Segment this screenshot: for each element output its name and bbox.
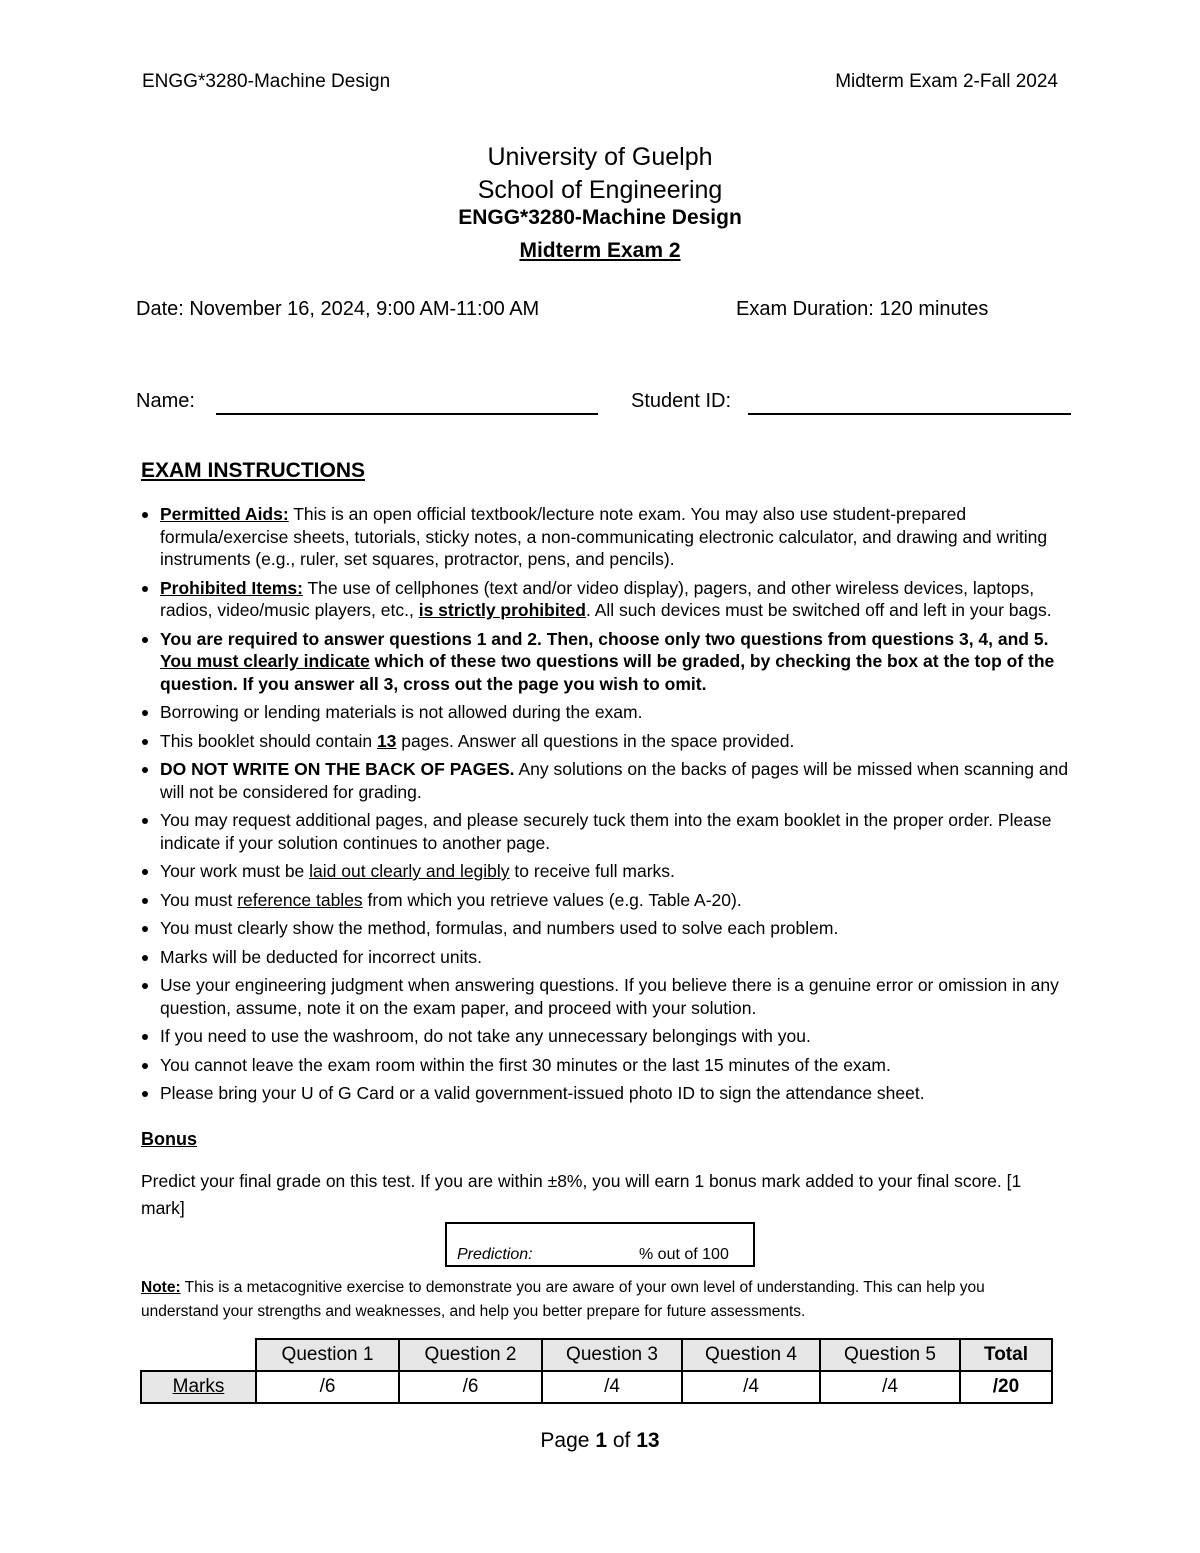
header-question-3: Question 3 [542, 1339, 682, 1371]
prohibited-label: Prohibited Items: [160, 577, 303, 598]
list-item [140, 628, 1070, 696]
list-item [140, 917, 1070, 940]
header-total: Total [960, 1339, 1052, 1371]
page-footer [0, 1429, 1200, 1453]
id-card-text: Please bring your U of G Card or a valid government-issued photo ID to sign the attendance sheet. [160, 1083, 925, 1103]
student-id-field[interactable] [748, 413, 1071, 415]
university-title: University of Guelph [487, 143, 713, 171]
marks-question-1: /6 [256, 1371, 399, 1403]
permitted-label: Permitted Aids: [160, 504, 289, 524]
header-exam: Midterm Exam 2-Fall 2024 [835, 71, 1058, 92]
marks-table [140, 1338, 1053, 1404]
name-label: Name: [136, 390, 195, 412]
list-item [140, 577, 1070, 622]
table-header-row [141, 1339, 1052, 1371]
bonus-text: Predict your final grade on this test. If you are within ±8%, you will earn 1 bonus mark added to your final score. [1 mark] [141, 1171, 1022, 1218]
washroom-text: If you need to use the washroom, do not take any unnecessary belongings with you. [160, 1026, 811, 1046]
prohibited-text: The use of cellphones (text and/or video display), pagers, and other wireless devices, laptops, radios, video/music players, etc., [160, 577, 1035, 620]
required-emphasis: You must clearly indicate [160, 651, 370, 671]
footer-page-number: 1 [595, 1429, 607, 1452]
footer-page-total: 13 [636, 1429, 660, 1452]
header-question-2: Question 2 [399, 1339, 542, 1371]
prohibited-emphasis: is strictly prohibited [418, 600, 586, 620]
marks-total: /20 [960, 1371, 1052, 1403]
list-item [140, 809, 1070, 854]
note-text: This is a metacognitive exercise to demonstrate you are aware of your own level of understanding. This can help you understand your strengths and weaknesses, and help you better prepare for future assessments. [141, 1279, 985, 1320]
list-item [140, 946, 1070, 969]
list-item [140, 701, 1070, 724]
prediction-unit: % out of 100 [639, 1246, 729, 1263]
prohibited-text-end: . All such devices must be switched off and left in your bags. [585, 600, 1052, 620]
units-text: Marks will be deducted for incorrect units. [160, 946, 482, 967]
instructions-list [140, 503, 1070, 1111]
bonus-heading: Bonus [141, 1129, 197, 1149]
list-item [140, 758, 1070, 803]
exam-date: Date: November 16, 2024, 9:00 AM-11:00 AM [136, 298, 540, 320]
booklet-pages: 13 [376, 730, 397, 751]
leave-text: You cannot leave the exam room within the first 30 minutes or the last 15 minutes of the exam. [160, 1054, 891, 1075]
judgment-text: Use your engineering judgment when answering questions. If you believe there is a genuine error or omission in any question, assume, note it on the exam paper, and proceed with your solution. [160, 975, 1059, 1018]
prediction-box[interactable] [445, 1222, 755, 1267]
header-question-1: Question 1 [256, 1339, 399, 1371]
required-text: You are required to answer questions 1 and 2. Then, choose only two questions from questions 3, 4, and 5. [160, 628, 1049, 649]
footer-page-word: Page [540, 1429, 590, 1452]
reference-text: You must [160, 889, 238, 910]
list-item [140, 860, 1070, 883]
list-item [140, 1025, 1070, 1048]
marks-question-2: /6 [399, 1371, 542, 1403]
list-item [140, 1082, 1070, 1105]
booklet-text-end: pages. Answer all questions in the space provided. [396, 730, 795, 751]
exam-title: Midterm Exam 2 [519, 239, 681, 262]
work-emphasis: laid out clearly and legibly [309, 861, 510, 881]
note-label: Note: [141, 1279, 181, 1296]
list-item [140, 974, 1070, 1019]
footer-of-word: of [612, 1429, 631, 1452]
back-pages-text: Any solutions on the backs of pages will be missed when scanning and will not be considered for grading. [160, 759, 1069, 802]
list-item [140, 889, 1070, 912]
table-corner [141, 1339, 256, 1371]
marks-question-3: /4 [542, 1371, 682, 1403]
method-text: You must clearly show the method, formulas, and numbers used to solve each problem. [160, 918, 839, 938]
school-title: School of Engineering [477, 176, 723, 204]
back-pages-label: DO NOT WRITE ON THE BACK OF PAGES. [160, 759, 515, 779]
table-row [141, 1371, 1052, 1403]
header-course: ENGG*3280-Machine Design [142, 71, 391, 92]
required-text-end: which of these two questions will be graded, by checking the box at the top of the question. If you answer all 3, cross out the page you wish to omit. [160, 651, 1055, 694]
list-item [140, 730, 1070, 753]
header-question-4: Question 4 [682, 1339, 820, 1371]
marks-question-4: /4 [682, 1371, 820, 1403]
reference-emphasis: reference tables [237, 889, 363, 910]
student-id-label: Student ID: [631, 390, 732, 412]
exam-duration: Exam Duration: 120 minutes [736, 298, 989, 320]
permitted-text: This is an open official textbook/lecture note exam. You may also use student-prepared formula/exercise sheets, tutorials, sticky notes, a non-communicating electronic calculator, and drawing and writing instruments (e.g., ruler, set squares, protractor, pens, and pencils). [160, 504, 1048, 569]
booklet-text: This booklet should contain [160, 730, 377, 751]
work-text-end: to receive full marks. [509, 861, 675, 881]
borrowing-text: Borrowing or lending materials is not allowed during the exam. [160, 702, 643, 722]
marks-row-label: Marks [141, 1371, 256, 1403]
prediction-label: Prediction: [457, 1246, 533, 1263]
instructions-heading: EXAM INSTRUCTIONS [141, 459, 366, 482]
bonus-note [141, 1276, 1066, 1324]
course-title: ENGG*3280-Machine Design [458, 206, 742, 229]
header-question-5: Question 5 [820, 1339, 960, 1371]
reference-text-end: from which you retrieve values (e.g. Table A-20). [362, 889, 742, 910]
name-field[interactable] [216, 413, 598, 415]
list-item [140, 1054, 1070, 1077]
list-item [140, 503, 1070, 571]
work-text: Your work must be [160, 861, 310, 881]
additional-pages-text: You may request additional pages, and please securely tuck them into the exam booklet in the proper order. Please indicate if your solution continues to another page. [160, 810, 1052, 853]
marks-question-5: /4 [820, 1371, 960, 1403]
